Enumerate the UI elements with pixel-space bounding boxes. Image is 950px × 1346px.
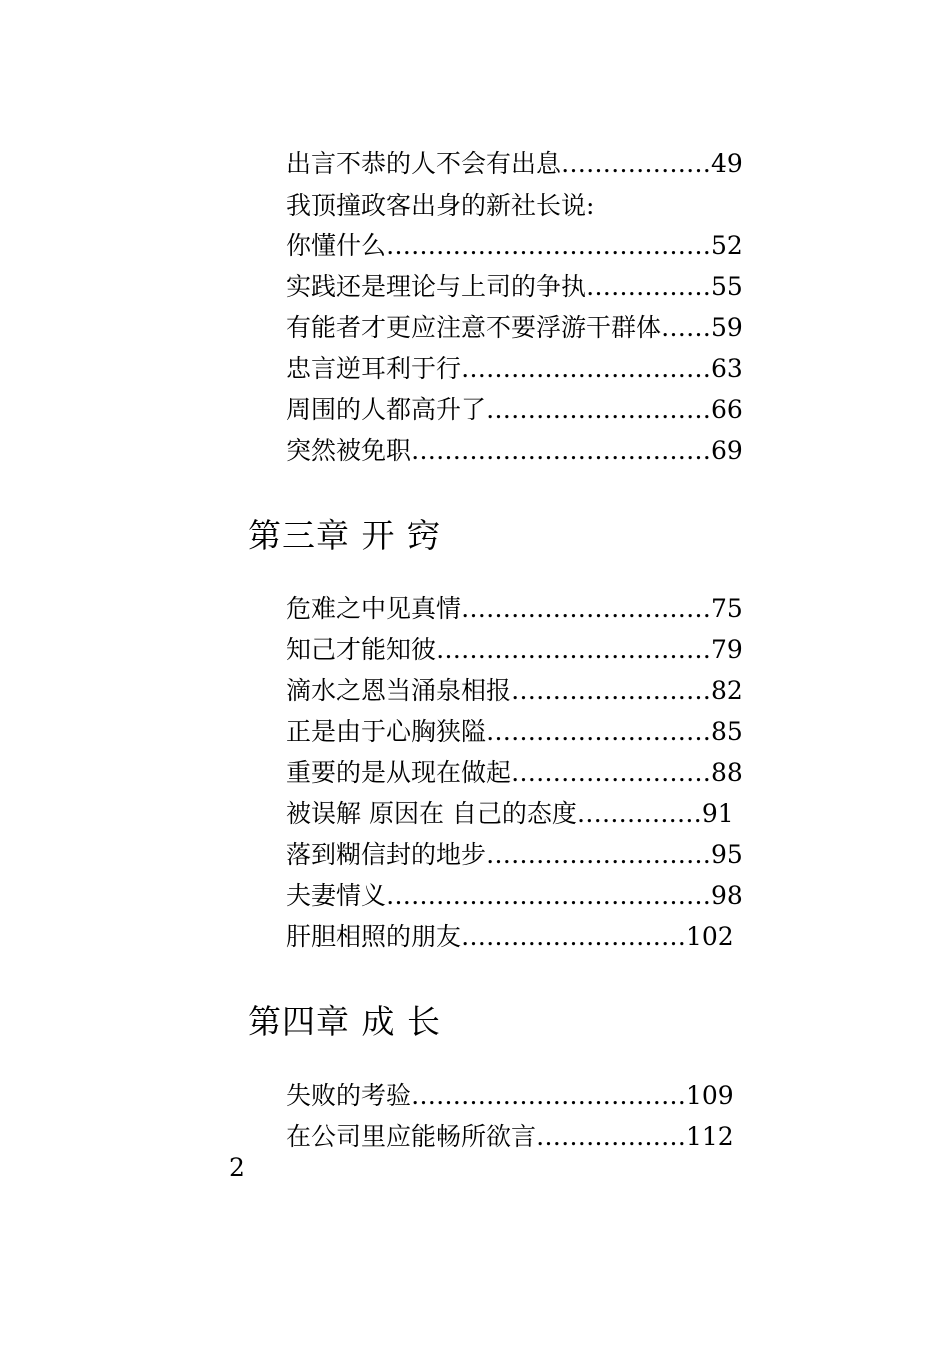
toc-entry: 你懂什么…………………………………52 xyxy=(286,231,743,260)
toc-entry: 知己才能知彼……………………………79 xyxy=(286,635,743,664)
toc-entry: 我顶撞政客出身的新社长说: xyxy=(286,191,595,220)
page-number: 2 xyxy=(229,1153,245,1182)
toc-entry: 肝胆相照的朋友………………………102 xyxy=(286,922,734,951)
chapter-heading: 第四章 成 长 xyxy=(248,1002,441,1041)
toc-entry: 夫妻情义…………………………………98 xyxy=(286,881,743,910)
toc-entry: 在公司里应能畅所欲言………………112 xyxy=(286,1122,734,1151)
toc-entry: 落到糊信封的地步………………………95 xyxy=(286,840,743,869)
chapter-heading: 第三章 开 窍 xyxy=(248,516,441,555)
toc-entry: 失败的考验……………………………109 xyxy=(286,1081,734,1110)
toc-entry: 滴水之恩当涌泉相报……………………82 xyxy=(286,676,743,705)
toc-entry: 有能者才更应注意不要浮游干群体……59 xyxy=(286,313,743,342)
toc-entry: 周围的人都高升了………………………66 xyxy=(286,395,743,424)
toc-entry: 正是由于心胸狭隘………………………85 xyxy=(286,717,743,746)
toc-entry: 重要的是从现在做起……………………88 xyxy=(286,758,743,787)
toc-entry: 突然被免职………………………………69 xyxy=(286,436,743,465)
toc-entry: 出言不恭的人不会有出息………………49 xyxy=(286,149,743,178)
toc-entry: 忠言逆耳利于行…………………………63 xyxy=(286,354,743,383)
toc-entry: 被误解 原因在 自己的态度……………91 xyxy=(286,799,734,828)
toc-entry: 实践还是理论与上司的争执……………55 xyxy=(286,272,743,301)
toc-entry: 危难之中见真情…………………………75 xyxy=(286,594,743,623)
